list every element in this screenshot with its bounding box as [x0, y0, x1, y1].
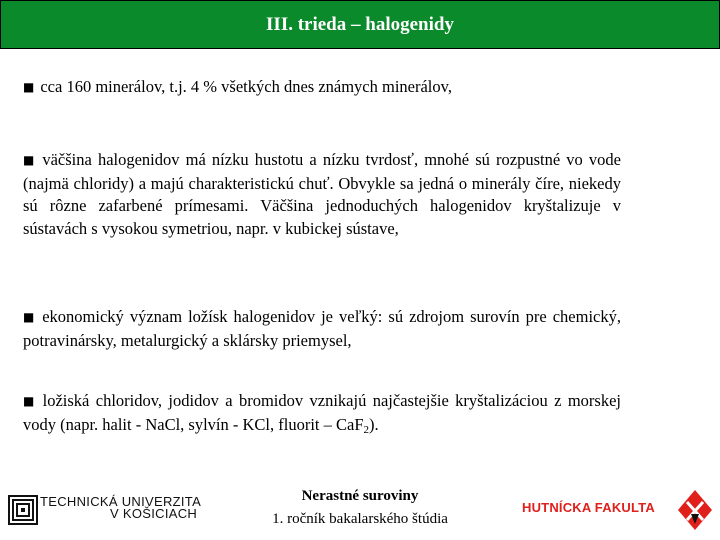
list-item — [23, 76, 621, 100]
list-item — [23, 390, 621, 441]
page-title: III. trieda – halogenidy — [266, 13, 454, 35]
course-subtitle: 1. ročník bakalarského štúdia — [272, 511, 448, 527]
square-bullet-icon: ■ — [23, 80, 35, 94]
title-bar — [0, 0, 720, 49]
bullet-text: väčšina halogenidov má nízku hustotu a nízku tvrdosť, mnohé sú rozpustné vo vode (najmä chloridy) a majú charakteristickú chuť. Obvykle sa jedná o minerály číre, niekedy sú rôzne zafarbené prímesami. Väčšina jednoduchých halogenidov kryštalizuje v sústavách s vysokou symetriou, napr. v kubickej sústave, — [23, 150, 621, 238]
square-bullet-icon: ■ — [23, 310, 37, 324]
square-bullet-icon: ■ — [23, 153, 37, 167]
bullet-text-end: ). — [369, 414, 379, 434]
list-item — [23, 306, 621, 352]
faculty-logo-icon — [676, 488, 714, 532]
bullet-text: ekonomický význam ložísk halogenidov je veľký: sú zdrojom surovín pre chemický, potravinársky, metalurgický a sklársky priemysel, — [23, 307, 621, 350]
course-title: Nerastné suroviny — [301, 488, 419, 504]
faculty-name: HUTNÍCKA FAKULTA — [522, 500, 655, 515]
square-bullet-icon: ■ — [23, 394, 37, 408]
university-name-line1: TECHNICKÁ UNIVERZITA — [40, 494, 202, 509]
university-name — [40, 496, 201, 520]
list-item — [23, 149, 621, 240]
university-logo-icon — [8, 495, 38, 525]
university-name-line2: V KOŠICIACH — [110, 506, 198, 521]
bullet-text: cca 160 minerálov, t.j. 4 % všetkých dnes známych minerálov, — [40, 77, 452, 96]
course-info — [230, 486, 490, 530]
bullet-text: ložiská chloridov, jodidov a bromidov vznikajú najčastejšie kryštalizáciou z morskej vody (napr. halit - NaCl, sylvín - KCl, fluorit – CaF — [23, 391, 621, 434]
subscript: 2 — [363, 423, 370, 436]
footer — [0, 468, 720, 540]
